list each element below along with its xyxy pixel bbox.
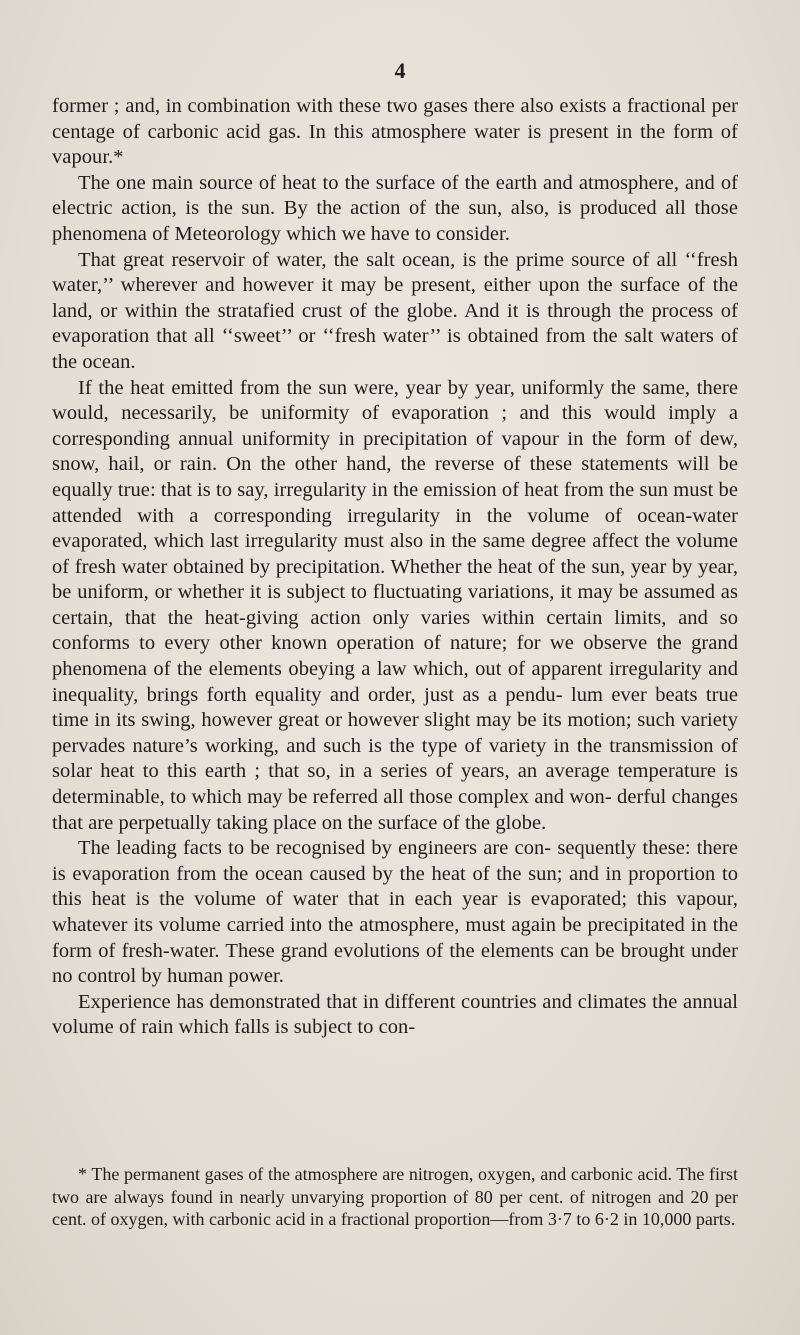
body-text <box>52 94 738 1041</box>
paragraph-experience: Experience has demonstrated that in different countries and climates the annual volume of rain which falls is subject to con- <box>52 990 738 1039</box>
paragraph-continuation: former ; and, in combination with these two gases there also exists a fractional per centage of carbonic acid gas. In this atmosphere water is present in the form of vapour.* <box>52 95 738 169</box>
paragraph-leading-facts: The leading facts to be recognised by engineers are con- sequently these: there is evaporation from the ocean caused by the heat of the sun; and in proportion to this heat is the volume of water that in each year is evaporated; this vapour, whatever its volume carried into the atmosphere, must again be precipitated in the form of fresh-water. These grand evolutions of the elements can be brought under no control by human power. <box>52 837 738 988</box>
paragraph-ocean-reservoir: That great reservoir of water, the salt ocean, is the prime source of all ‘‘fresh water,’’ wherever and however it may be present, either upon the surface of the land, or within the stratafied crust of the globe. And it is through the process of evaporation that all ‘‘sweet’’ or ‘‘fresh water’’ is obtained from the salt waters of the ocean. <box>52 248 738 373</box>
footnote-text: * The permanent gases of the atmosphere are nitrogen, oxygen, and carbonic acid. The first two are always found in nearly unvarying proportion of 80 per cent. of nitrogen and 20 per cent. of oxygen, with carbonic acid in a fractional proportion—from 3·7 to 6·2 in 10,000 parts. <box>52 1164 738 1229</box>
paragraph-sun-source: The one main source of heat to the surface of the earth and atmosphere, and of electric action, is the sun. By the action of the sun, also, is produced all those phenomena of Meteorology which we have to consider. <box>52 171 738 245</box>
paragraph-solar-heat: If the heat emitted from the sun were, year by year, uniformly the same, there would, necessarily, be uniformity of evaporation ; and this would imply a corresponding annual uniformity in precipitation of vapour in the form of dew, snow, hail, or rain. On the other hand, the reverse of these statements will be equally true: that is to say, irregularity in the emission of heat from the sun must be attended with a corresponding irregularity in the volume of ocean-water evaporated, which last irregularity must also in the same degree affect the volume of fresh water obtained by precipitation. Whether the heat of the sun, year by year, be uniform, or whether it is subject to fluctuating variations, it may be assumed as certain, that the heat-giving action only varies within certain limits, and so conforms to every other known operation of nature; for we observe the grand phenomena of the elements obeying a law which, out of apparent irregularity and inequality, brings forth equality and order, just as a pendu- lum ever beats true time in its swing, however great or however slight may be its motion; such variety pervades nature’s working, and such is the type of variety in the transmission of solar heat to this earth ; that so, in a series of years, an average temperature is determinable, to which may be referred all those complex and won- derful changes that are perpetually taking place on the surface of the globe. <box>52 376 738 834</box>
page-number: 4 <box>394 58 406 83</box>
footnote <box>52 1163 738 1231</box>
